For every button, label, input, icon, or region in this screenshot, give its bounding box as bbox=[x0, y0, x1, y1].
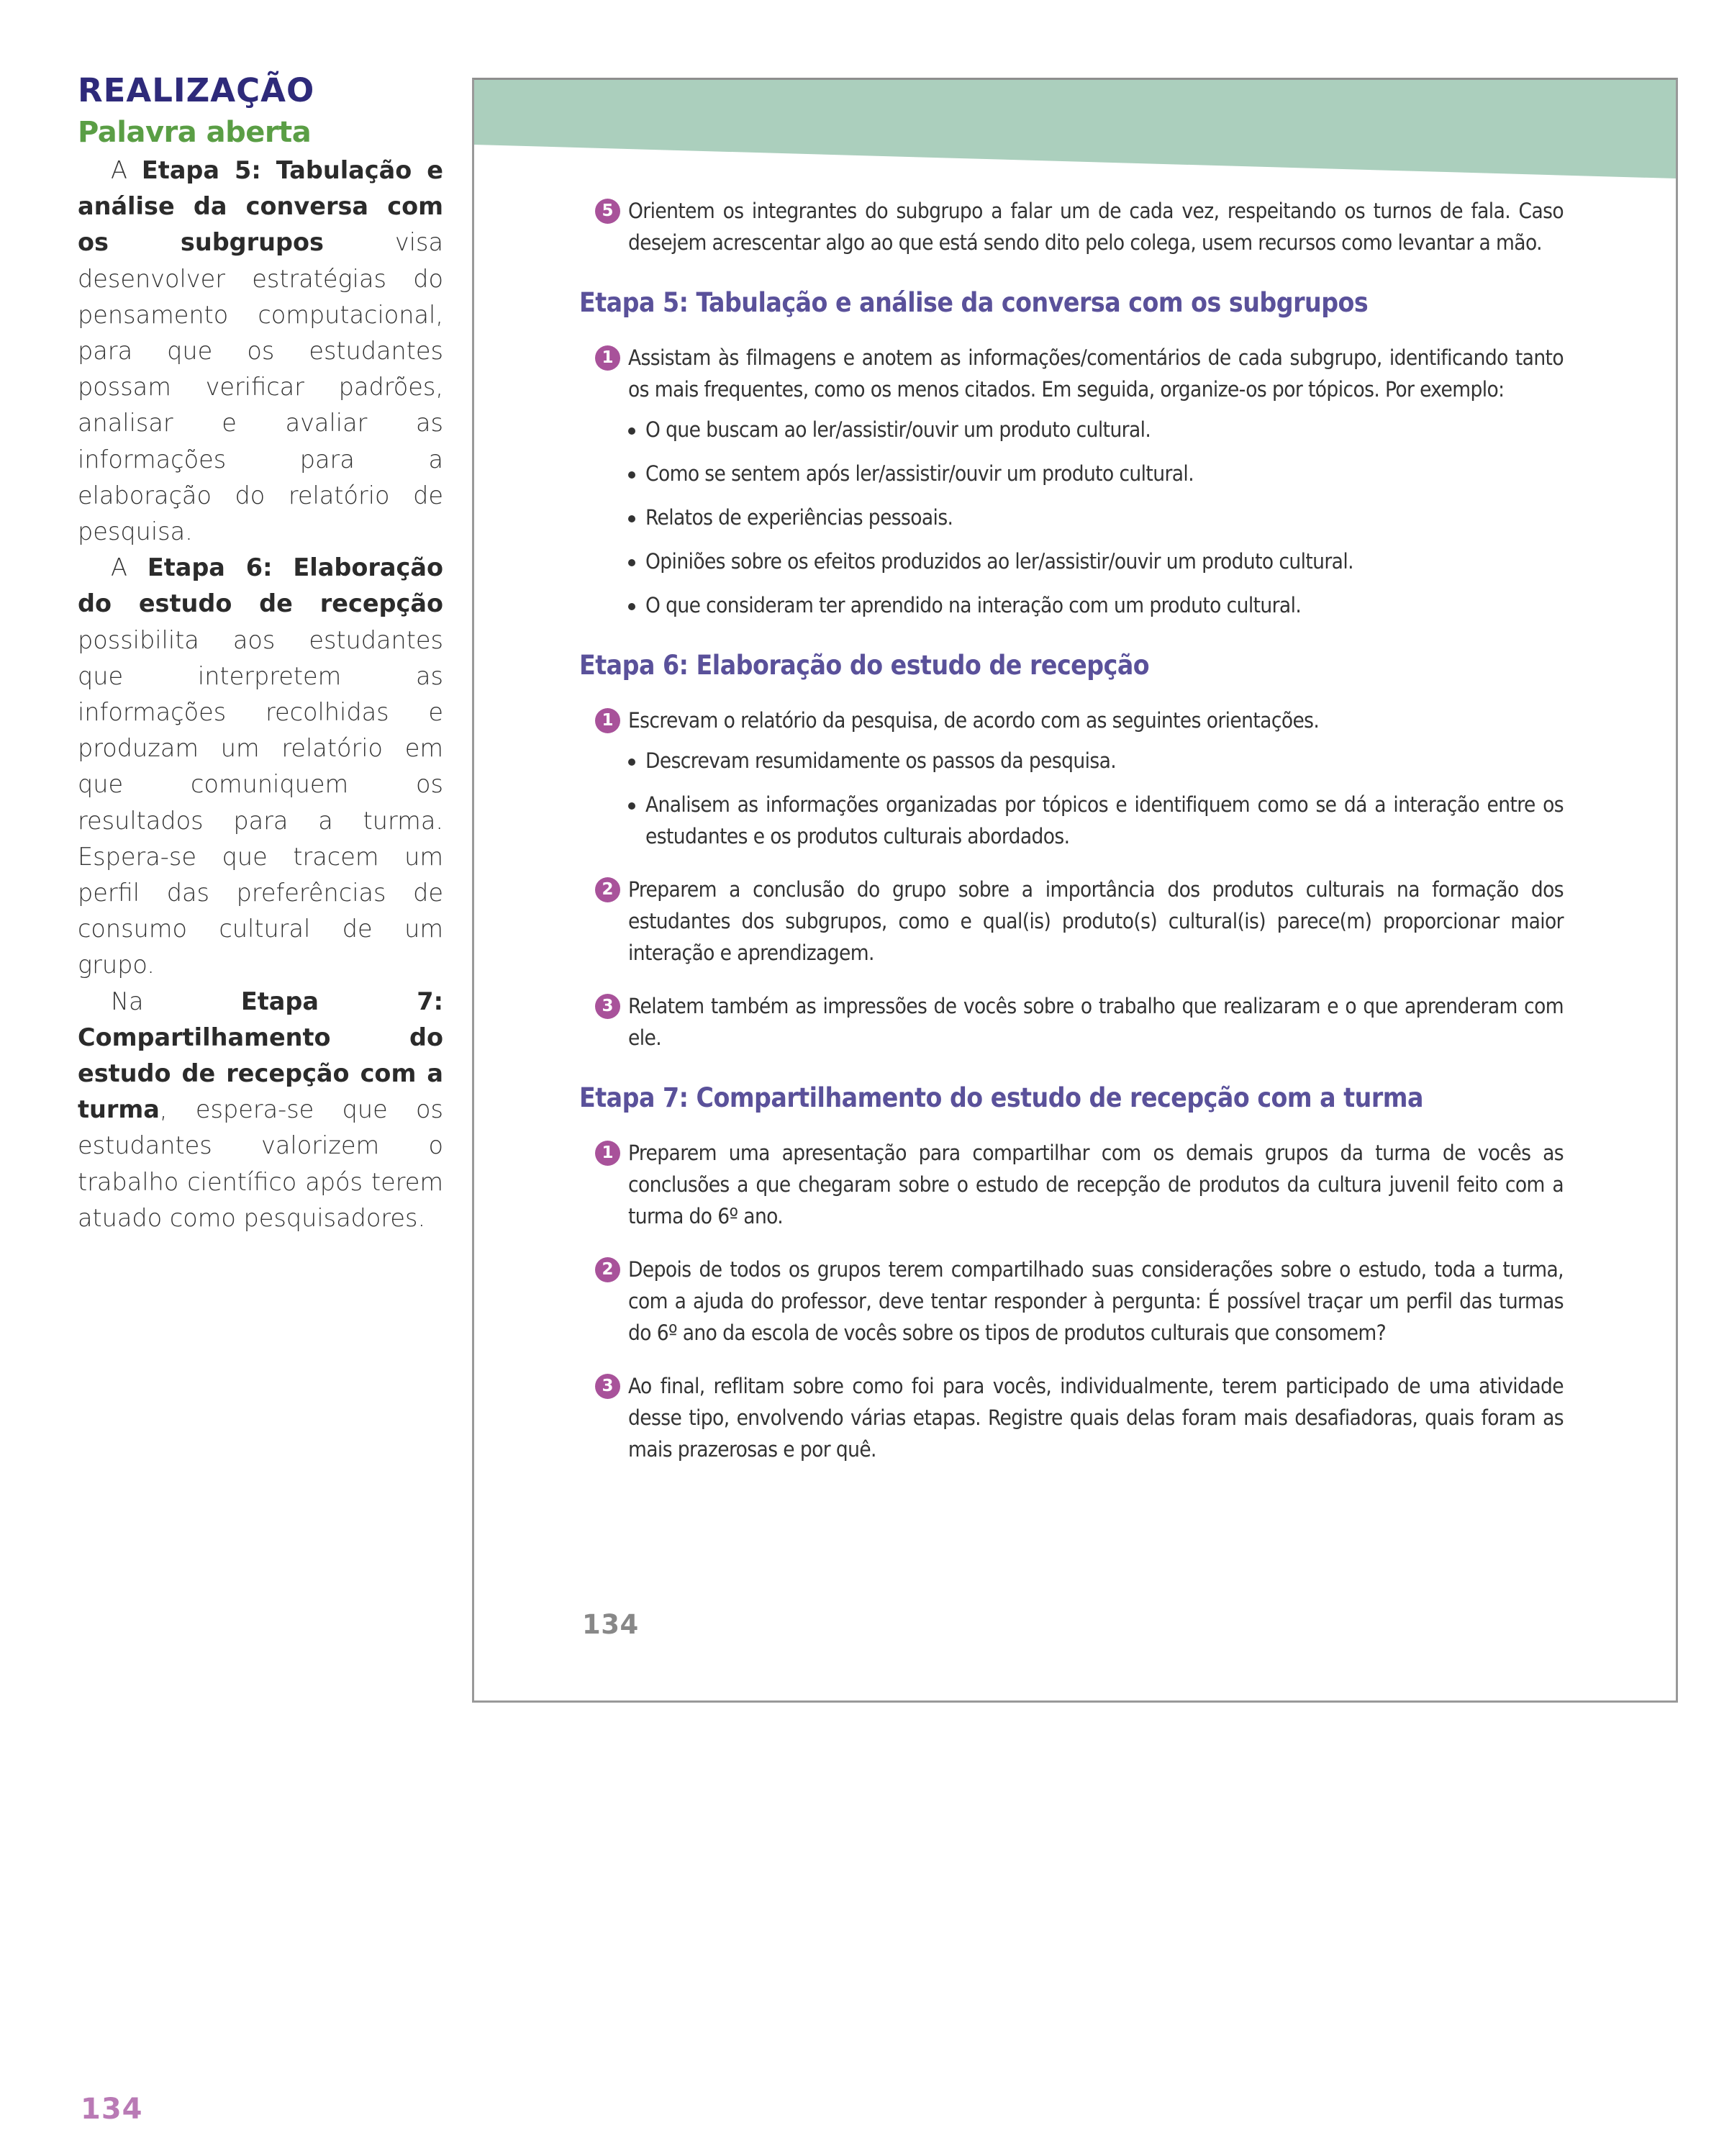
bullet-item: O que consideram ter aprendido na interação com um produto cultural. bbox=[628, 589, 1564, 621]
step-number-badge: 3 bbox=[595, 1374, 620, 1399]
note-paragraph-stage5: A Etapa 5: Tabulação e análise da conversa com os subgrupos visa desenvolver estratégias do pensamento computacional, para que os estudantes possam verificar padrões, analisar e avaliar as informações para a elaboração do relatório de pesquisa. bbox=[78, 156, 443, 546]
step-number-badge: 5 bbox=[595, 199, 620, 224]
step-item: 2 Depois de todos os grupos terem compartilhado suas considerações sobre o estudo, toda a turma, com a ajuda do professor, deve tentar responder à pergunta: É possível traçar um perfil das turmas do 6º ano da escola de vocês sobre os tipos de produtos culturais que consomem? bbox=[595, 1254, 1564, 1349]
student-page-number: 134 bbox=[582, 1609, 639, 1640]
decorative-green-band bbox=[474, 80, 1676, 181]
step-item: 3 Relatem também as impressões de vocês sobre o trabalho que realizaram e o que aprenderam com ele. bbox=[595, 990, 1564, 1054]
step-item: 3 Ao final, reflitam sobre como foi para vocês, individualmente, terem participado de uma atividade desse tipo, envolvendo várias etapas. Registre quais delas foram mais desafiadoras, quais foram as mais prazerosas e por quê. bbox=[595, 1370, 1564, 1465]
bullet-item: Como se sentem após ler/assistir/ouvir um produto cultural. bbox=[628, 458, 1564, 489]
stage6-heading: Etapa 6: Elaboração do estudo de recepção bbox=[579, 650, 1150, 681]
bullet-list bbox=[628, 414, 1564, 621]
section-title: REALIZAÇÃO bbox=[78, 71, 315, 109]
step-number-badge: 2 bbox=[595, 877, 620, 902]
note-bold-stage6: Etapa 6: Elaboração do estudo de recepção bbox=[78, 553, 443, 618]
bullet-item: Opiniões sobre os efeitos produzidos ao ler/assistir/ouvir um produto cultural. bbox=[628, 545, 1564, 577]
bullet-item: O que buscam ao ler/assistir/ouvir um produto cultural. bbox=[628, 414, 1564, 445]
step-item: 5 Orientem os integrantes do subgrupo a falar um de cada vez, respeitando os turnos de fala. Caso desejem acrescentar algo ao que está sendo dito pelo colega, usem recursos como levantar a mão. bbox=[595, 195, 1564, 258]
bullet-item: Relatos de experiências pessoais. bbox=[628, 502, 1564, 533]
stage5-heading: Etapa 5: Tabulação e análise da conversa com os subgrupos bbox=[579, 287, 1369, 318]
bullet-item: Analisem as informações organizadas por tópicos e identifiquem como se dá a interação entre os estudantes e os produtos culturais abordados. bbox=[628, 789, 1564, 852]
bullet-list bbox=[628, 745, 1564, 852]
page-number: 134 bbox=[81, 2093, 143, 2126]
note-bold-stage7: Etapa 7: Compartilhamento do estudo de recepção com a turma bbox=[78, 987, 443, 1124]
step-item: 1 Preparem uma apresentação para compartilhar com os demais grupos da turma de vocês as conclusões a que chegaram sobre o estudo de recepção de produtos da cultura juvenil feito com a turma do 6º ano. bbox=[595, 1137, 1564, 1232]
step-item: 2 Preparem a conclusão do grupo sobre a importância dos produtos culturais na formação dos estudantes dos subgrupos, como e qual(is) produto(s) cultural(is) parece(m) proporcionar maior interação e aprendizagem. bbox=[595, 874, 1564, 969]
bullet-item: Descrevam resumidamente os passos da pesquisa. bbox=[628, 745, 1564, 776]
stage7-heading: Etapa 7: Compartilhamento do estudo de recepção com a turma bbox=[579, 1082, 1423, 1113]
step-number-badge: 1 bbox=[595, 345, 620, 371]
note-paragraph-stage7: Na Etapa 7: Compartilhamento do estudo de recepção com a turma, espera-se que os estudantes valorizem o trabalho científico após terem atuado como pesquisadores. bbox=[78, 987, 443, 1232]
step-item: 1 Escrevam o relatório da pesquisa, de acordo com as seguintes orientações. Descrevam resumidamente os passos da pesquisa. Analisem as informações organizadas por tópicos e identifiquem como se dá a interação entre os estudantes e os produtos culturais abordados. bbox=[595, 705, 1564, 852]
note-paragraph-stage6: A Etapa 6: Elaboração do estudo de recepção possibilita aos estudantes que interpretem as informações recolhidas e produzam um relatório em que comuniquem os resultados para a turma. Espera-se que tracem um perfil das preferências de consumo cultural de um grupo. bbox=[78, 553, 443, 979]
step-number-badge: 1 bbox=[595, 1141, 620, 1166]
step-number-badge: 3 bbox=[595, 994, 620, 1019]
step-item: 1 Assistam às filmagens e anotem as informações/comentários de cada subgrupo, identificando tanto os mais frequentes, como os menos citados. Em seguida, organize-os por tópicos. Por exemplo: O que buscam ao ler/assistir/ouvir um produto cultural. Como se sentem após ler/assistir/ouvir um produto cultural. Relatos de experiências pessoais. Opiniões sobre os efeitos produzidos ao ler/assistir/ouvir um produto cultural. O que consideram ter aprendido na interação com um produto cultural. bbox=[595, 342, 1564, 621]
student-page-content bbox=[579, 195, 1564, 1487]
student-page-box bbox=[472, 78, 1678, 1703]
teacher-notes-column bbox=[78, 69, 443, 1236]
section-subtitle: Palavra aberta bbox=[78, 116, 312, 149]
step-number-badge: 2 bbox=[595, 1257, 620, 1282]
step-number-badge: 1 bbox=[595, 708, 620, 733]
note-bold-stage5: Etapa 5: Tabulação e análise da conversa com os subgrupos bbox=[78, 156, 443, 257]
